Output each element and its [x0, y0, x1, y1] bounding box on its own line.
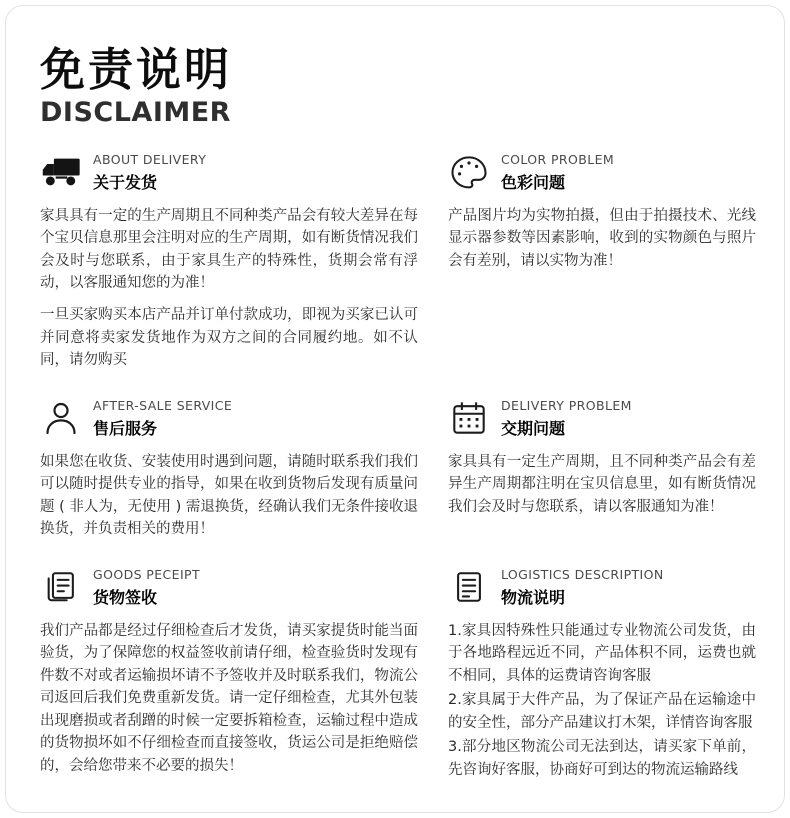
page-subtitle: DISCLAIMER: [40, 96, 231, 128]
section-header: [40, 398, 418, 439]
section-title-cn: 交期问题: [501, 418, 566, 438]
section-header: [448, 152, 756, 193]
section-title-en: ABOUT DELIVERY: [93, 151, 207, 167]
document-icon: [448, 568, 490, 606]
section-body: [40, 620, 418, 777]
section-title-en: GOODS PECEIPT: [93, 566, 201, 582]
section-titles: [93, 398, 232, 439]
section-body: [448, 451, 756, 518]
truck-icon: [40, 153, 82, 191]
section-about-delivery: [40, 152, 418, 372]
section-header: [40, 567, 418, 608]
section-goods-receipt: [40, 567, 418, 777]
paragraph: 产品图片均为实物拍摄，但由于拍摄技术、光线显示器参数等因素影响，收到的实物颜色与照片会有差别，请以实物为准！: [448, 207, 756, 269]
section-title-cn: 色彩问题: [501, 172, 566, 192]
section-color-problem: [448, 152, 756, 272]
section-title-en: LOGISTICS DESCRIPTION: [501, 566, 664, 582]
section-body: [40, 205, 418, 372]
paragraph: 我们产品都是经过仔细检查后才发货，请买家提货时能当面验货，为了保障您的权益签收前请仔细，检查验货时发现有件数不对或者运输损坏请不予签收并及时联系我们，物流公司返回后我们免费重新发货。请一定仔细检查，尤其外包装出现磨损或者刮蹭的时候一定要拆箱检查，运输过程中造成的货物损坏如不仔细检查而直接签收，货运公司是拒绝赔偿的，会给您带来不必要的损失！: [40, 622, 418, 774]
paragraph: 家具具有一定生产周期，且不同种类产品会有差异生产周期都注明在宝贝信息里，如有断货情况我们会及时与您联系，请以客服通知为准！: [448, 453, 756, 515]
section-title-cn: 货物签收: [93, 587, 158, 607]
section-titles: [501, 567, 664, 608]
paragraph: 2.家具属于大件产品，为了保证产品在运输途中的安全性，部分产品建议打木架，详情咨询客服: [448, 692, 756, 731]
page-title: 免责说明: [40, 43, 233, 96]
section-body: [448, 205, 756, 272]
section-titles: [93, 152, 206, 193]
section-header: [40, 152, 418, 193]
section-titles: [501, 398, 632, 439]
section-titles: [93, 567, 200, 608]
section-title-cn: 售后服务: [93, 418, 158, 438]
section-delivery-problem: [448, 398, 756, 518]
sections-grid: [40, 152, 756, 783]
paragraph: 家具具有一定的生产周期且不同种类产品会有较大差异在每个宝贝信息那里会注明对应的生产周期，如有断货情况我们会及时与您联系，由于家具生产的特殊性，货期会常有浮动，以客服通知您的为准！: [40, 207, 418, 291]
customer-service-icon: [40, 399, 82, 437]
section-header: [448, 398, 756, 439]
paragraph: 一旦买家购买本店产品并订单付款成功，即视为买家已认可并同意将卖家发货地作为双方之间的合同履约地。如不认同，请勿购买: [40, 307, 418, 369]
receipt-icon: [40, 568, 82, 606]
section-body: [448, 620, 756, 781]
section-after-sale-service: [40, 398, 418, 541]
section-title-en: AFTER-SALE SERVICE: [93, 397, 233, 413]
section-title-cn: 物流说明: [501, 587, 566, 607]
palette-icon: [448, 153, 490, 191]
section-logistics-description: [448, 567, 756, 783]
section-title-en: COLOR PROBLEM: [501, 151, 615, 167]
calendar-icon: [448, 399, 490, 437]
disclaimer-panel: [5, 5, 785, 813]
section-title-cn: 关于发货: [93, 172, 158, 192]
section-titles: [501, 152, 614, 193]
section-body: [40, 451, 418, 541]
section-title-en: DELIVERY PROBLEM: [501, 397, 632, 413]
paragraph: 1.家具因特殊性只能通过专业物流公司发货，由于各地路程远近不同，产品体积不同，运费也就不相同，具体的运费请咨询客服: [448, 622, 756, 684]
section-header: [448, 567, 756, 608]
paragraph: 3.部分地区物流公司无法到达，请买家下单前，先咨询好客服，协商好可到达的物流运输路线: [448, 739, 756, 778]
paragraph: 如果您在收货、安装使用时遇到问题，请随时联系我们我们可以随时提供专业的指导，如果在收到货物后发现有质量问题 ( 非人为，无使用 ) 需退换货，经确认我们无条件接收退换货，并负责相关的费用！: [40, 453, 418, 538]
